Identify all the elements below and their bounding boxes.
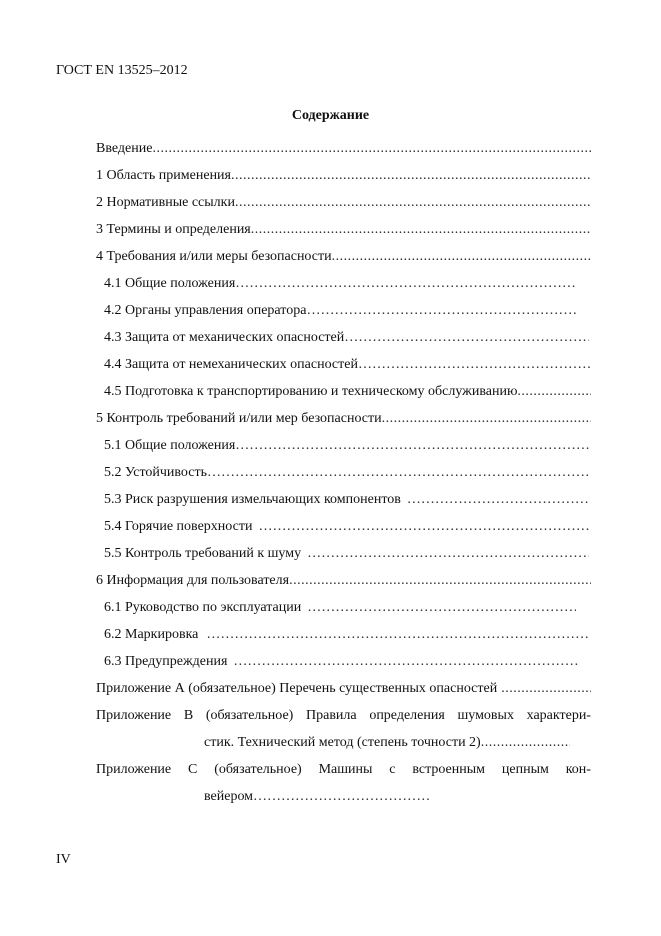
toc-leader-dots	[227, 652, 578, 672]
toc-item-section-3[interactable]	[96, 220, 591, 240]
toc-leader-dots	[235, 193, 591, 213]
toc-leader-dots	[231, 166, 591, 186]
toc-word: Приложение	[96, 762, 172, 777]
toc-item-label: Приложение А (обязательное) Перечень существенных опасностей	[96, 681, 498, 696]
toc-leader-dots	[235, 436, 589, 456]
toc-leader-dots	[358, 355, 591, 375]
toc-word: Машины	[318, 762, 373, 777]
toc-word: цепным	[501, 762, 549, 777]
toc-word: Приложение	[96, 708, 172, 723]
toc-item-section-4-5[interactable]	[104, 382, 591, 402]
toc-item-label: 5.4 Горячие поверхности	[104, 519, 253, 534]
toc-item-label: вейером	[204, 789, 254, 804]
toc-item-section-5-1[interactable]	[104, 436, 589, 456]
toc-item-label: 4.3 Защита от механических опасностей	[104, 330, 345, 345]
toc-leader-dots	[251, 220, 591, 240]
toc-leader-dots	[517, 382, 591, 402]
toc-item-label: 5.3 Риск разрушения измельчающих компонентов	[104, 492, 401, 507]
toc-leader-dots	[481, 733, 570, 753]
toc-leader-dots	[401, 490, 589, 510]
toc-item-label: 4.4 Защита от немеханических опасностей	[104, 357, 358, 372]
toc-word: (обязательное)	[205, 708, 294, 723]
toc-leader-dots	[253, 787, 430, 807]
toc-item-appendix-c[interactable]	[96, 760, 591, 780]
toc-item-appendix-b-continuation[interactable]	[204, 733, 570, 753]
toc-leader-dots	[306, 301, 576, 321]
toc-item-label: Введение	[96, 141, 153, 156]
toc-leader-dots	[152, 139, 591, 159]
toc-leader-dots	[382, 409, 591, 429]
toc-item-section-4-3[interactable]	[104, 328, 589, 348]
toc-word: с	[389, 762, 396, 777]
toc-leader-dots	[332, 247, 591, 267]
toc-item-label: 3 Термины и определения	[96, 222, 251, 237]
toc-item-appendix-b[interactable]	[96, 706, 591, 726]
toc-item-section-1[interactable]	[96, 166, 591, 186]
page-number: IV	[56, 852, 71, 867]
toc-item-label: 4.5 Подготовка к транспортированию и техническому обслуживанию	[104, 384, 518, 399]
toc-item-section-4[interactable]	[96, 247, 591, 267]
toc-leader-dots	[344, 328, 589, 348]
toc-item-label: 6.1 Руководство по эксплуатации	[104, 600, 302, 615]
toc-item-label: 4 Требования и/или меры безопасности	[96, 249, 332, 264]
toc-item-intro[interactable]	[96, 139, 591, 159]
toc-leader-dots	[289, 571, 591, 591]
toc-item-label: 6.3 Предупреждения	[104, 654, 228, 669]
toc-item-label: 4.1 Общие положения	[104, 276, 236, 291]
toc-item-section-5-2[interactable]	[104, 463, 589, 483]
toc-item-label: 5.1 Общие положения	[104, 438, 236, 453]
toc-item-section-5[interactable]	[96, 409, 591, 429]
toc-item-label: 4.2 Органы управления оператора	[104, 303, 307, 318]
toc-item-section-2[interactable]	[96, 193, 591, 213]
toc-item-section-5-5[interactable]	[104, 544, 589, 564]
toc-leader-dots	[198, 625, 589, 645]
toc-item-appendix-a[interactable]	[96, 679, 591, 699]
toc-item-label: стик. Технический метод (степень точности 2)	[204, 735, 481, 750]
toc-item-section-5-4[interactable]	[104, 517, 589, 537]
toc-leader-dots	[235, 274, 576, 294]
toc-item-label: 6 Информация для пользователя	[96, 573, 290, 588]
toc-item-section-4-4[interactable]	[104, 355, 591, 375]
toc-item-appendix-c-continuation[interactable]	[204, 787, 430, 807]
toc-item-label: 5 Контроль требований и/или мер безопасности	[96, 411, 382, 426]
toc-item-section-6[interactable]	[96, 571, 591, 591]
toc-word: В	[183, 708, 194, 723]
toc-item-section-6-3[interactable]	[104, 652, 578, 672]
toc-word: Правила	[306, 708, 357, 723]
toc-leader-dots	[301, 544, 589, 564]
toc-item-section-6-1[interactable]	[104, 598, 576, 618]
toc-item-section-6-2[interactable]	[104, 625, 589, 645]
toc-word: (обязательное)	[214, 762, 302, 777]
toc-item-section-4-1[interactable]	[104, 274, 576, 294]
toc-word: кон-	[565, 762, 591, 777]
toc-leader-dots	[207, 463, 589, 483]
toc-word: шумовых	[457, 708, 514, 723]
toc-word: определения	[369, 708, 445, 723]
toc-word: С	[188, 762, 198, 777]
toc-leader-dots	[252, 517, 589, 537]
page-title: Содержание	[291, 108, 370, 123]
document-header: ГОСТ EN 13525–2012	[56, 63, 188, 78]
toc-item-label: 1 Область применения	[96, 168, 231, 183]
toc-item-label: 2 Нормативные ссылки	[96, 195, 235, 210]
toc-word: характери-	[526, 708, 591, 723]
toc-leader-dots	[301, 598, 576, 618]
toc-item-label: 5.5 Контроль требований к шуму	[104, 546, 302, 561]
toc-item-section-4-2[interactable]	[104, 301, 576, 321]
toc-item-label: 5.2 Устойчивость	[104, 465, 207, 480]
toc-leader-dots	[497, 679, 591, 699]
toc-item-label: 6.2 Маркировка	[104, 627, 199, 642]
toc-word: встроенным	[412, 762, 486, 777]
toc-item-section-5-3[interactable]	[104, 490, 589, 510]
